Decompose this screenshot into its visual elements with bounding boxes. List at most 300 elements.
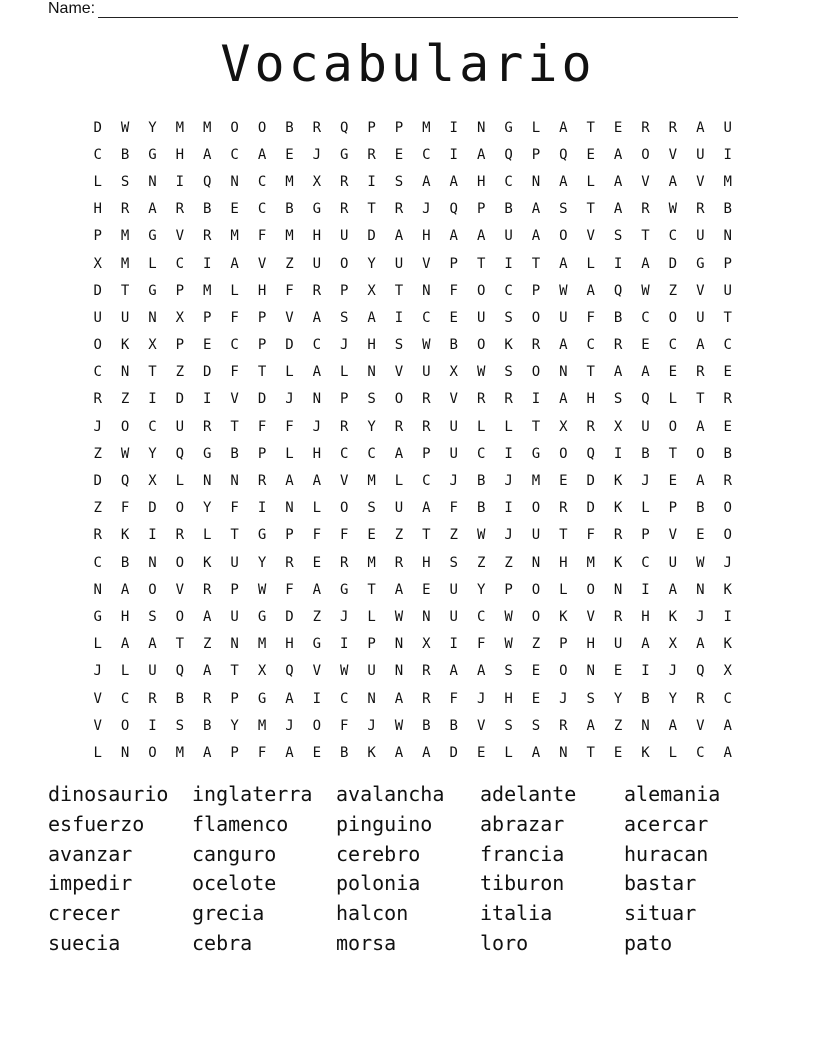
grid-letter: E — [613, 744, 623, 761]
grid-letter: L — [120, 663, 130, 680]
word-bank-item: adelante — [480, 782, 577, 806]
word-bank — [48, 780, 768, 959]
grid-letter: C — [723, 337, 732, 354]
grid-letter: N — [531, 554, 541, 571]
grid-letter: D — [93, 282, 102, 299]
grid-letter: N — [559, 744, 568, 761]
grid-letter: P — [504, 581, 513, 598]
grid-letter: N — [531, 173, 541, 190]
grid-letter: F — [449, 690, 458, 707]
grid-letter: W — [696, 554, 705, 571]
grid-letter: C — [175, 255, 185, 272]
grid-letter: V — [668, 146, 678, 163]
grid-letter: I — [641, 663, 650, 680]
grid-letter: I — [148, 527, 157, 544]
grid-letter: I — [504, 445, 513, 462]
grid-letter: Y — [367, 255, 376, 272]
grid-letter: U — [696, 146, 705, 163]
grid-letter: R — [203, 581, 212, 598]
word-bank-item: canguro — [192, 841, 277, 866]
grid-letter: P — [668, 500, 678, 517]
grid-letter: S — [120, 173, 130, 190]
grid-letter: Y — [257, 554, 267, 571]
grid-letter: R — [394, 554, 404, 571]
grid-letter: K — [559, 608, 568, 625]
grid-letter: M — [175, 119, 185, 136]
grid-letter: V — [586, 228, 595, 245]
grid-letter: N — [230, 173, 239, 190]
grid-letter: P — [339, 391, 349, 408]
grid-letter: A — [230, 255, 239, 272]
grid-letter: J — [504, 473, 513, 490]
grid-letter: J — [449, 473, 458, 490]
grid-letter: V — [93, 717, 102, 734]
grid-letter: G — [148, 146, 157, 163]
grid-letter: V — [230, 391, 239, 408]
grid-letter: T — [422, 527, 431, 544]
grid-letter: R — [668, 119, 678, 136]
grid-letter: O — [148, 581, 157, 598]
word-bank-item: acercar — [624, 811, 709, 836]
grid-letter: B — [641, 690, 650, 707]
grid-letter: W — [120, 119, 130, 136]
grid-letter: H — [476, 173, 486, 190]
grid-letter: R — [696, 364, 705, 381]
grid-letter: P — [367, 119, 376, 136]
grid-letter: V — [93, 690, 102, 707]
grid-letter: L — [203, 527, 212, 544]
grid-letter: P — [230, 581, 239, 598]
grid-letter: R — [175, 201, 185, 218]
grid-letter: C — [257, 173, 267, 190]
grid-letter: Q — [175, 445, 185, 462]
grid-letter: L — [93, 744, 102, 761]
grid-letter: N — [120, 744, 130, 761]
grid-letter: T — [531, 255, 541, 272]
grid-letter: C — [93, 554, 102, 571]
grid-letter: H — [312, 228, 322, 245]
grid-letter: G — [339, 581, 349, 598]
grid-letter: U — [449, 581, 458, 598]
grid-letter: A — [613, 173, 623, 190]
grid-letter: V — [394, 364, 404, 381]
grid-letter: M — [230, 228, 239, 245]
name-label: Name: — [48, 0, 96, 17]
grid-letter: U — [531, 527, 541, 544]
grid-letter: P — [422, 445, 431, 462]
grid-letter: J — [476, 690, 486, 707]
grid-letter: R — [504, 391, 513, 408]
grid-letter: I — [148, 391, 157, 408]
grid-letter: W — [668, 201, 678, 218]
grid-letter: V — [422, 255, 431, 272]
grid-letter: L — [586, 255, 595, 272]
grid-letter: Z — [504, 554, 513, 571]
grid-letter: J — [312, 146, 322, 163]
grid-letter: E — [449, 309, 458, 326]
grid-letter: O — [668, 418, 678, 435]
grid-letter: G — [257, 527, 267, 544]
grid-letter: E — [723, 364, 732, 381]
grid-letter: A — [641, 636, 650, 653]
grid-letter: O — [93, 337, 102, 354]
grid-letter: K — [641, 744, 650, 761]
grid-letter: C — [641, 309, 650, 326]
grid-letter: R — [559, 717, 568, 734]
word-search-grid — [84, 114, 741, 767]
grid-letter: C — [312, 337, 322, 354]
grid-letter: R — [696, 690, 705, 707]
grid-letter: A — [586, 282, 595, 299]
word-bank-item: pato — [624, 930, 673, 955]
grid-letter: S — [613, 391, 623, 408]
grid-letter: A — [641, 255, 650, 272]
grid-letter: I — [723, 608, 732, 625]
grid-letter: X — [559, 418, 568, 435]
grid-letter: D — [285, 337, 294, 354]
grid-letter: U — [559, 309, 568, 326]
grid-letter: O — [696, 445, 705, 462]
grid-letter: H — [422, 228, 431, 245]
grid-letter: C — [668, 337, 678, 354]
grid-letter: B — [476, 473, 486, 490]
grid-letter: L — [504, 744, 513, 761]
grid-letter: S — [148, 608, 157, 625]
grid-letter: U — [339, 228, 349, 245]
grid-letter: I — [613, 445, 623, 462]
grid-letter: R — [723, 473, 732, 490]
grid-letter: T — [230, 527, 239, 544]
grid-letter: R — [203, 690, 212, 707]
grid-letter: V — [175, 581, 185, 598]
grid-letter: B — [723, 201, 732, 218]
grid-letter: J — [312, 418, 322, 435]
grid-letter: I — [449, 146, 458, 163]
grid-letter: L — [476, 418, 486, 435]
grid-letter: F — [586, 309, 595, 326]
grid-letter: L — [394, 473, 404, 490]
grid-letter: A — [285, 473, 294, 490]
grid-letter: A — [531, 201, 541, 218]
grid-letter: Y — [230, 717, 239, 734]
grid-letter: S — [367, 391, 376, 408]
grid-letter: F — [312, 527, 322, 544]
grid-letter: A — [559, 173, 568, 190]
grid-letter: L — [641, 500, 650, 517]
grid-letter: U — [696, 309, 705, 326]
grid-letter: F — [476, 636, 486, 653]
grid-letter: B — [285, 201, 294, 218]
word-bank-item: esfuerzo — [48, 811, 145, 836]
grid-letter: C — [257, 201, 267, 218]
grid-letter: E — [723, 418, 732, 435]
grid-letter: L — [93, 636, 102, 653]
grid-letter: J — [93, 418, 102, 435]
grid-letter: C — [422, 473, 431, 490]
grid-letter: D — [586, 500, 595, 517]
grid-letter: U — [613, 636, 623, 653]
grid-letter: O — [559, 445, 568, 462]
grid-letter: Q — [339, 119, 349, 136]
grid-letter: K — [613, 554, 623, 571]
grid-letter: E — [476, 744, 486, 761]
grid-letter: D — [449, 744, 458, 761]
grid-letter: G — [339, 146, 349, 163]
grid-letter: P — [641, 527, 650, 544]
grid-letter: R — [641, 201, 650, 218]
grid-letter: O — [148, 744, 157, 761]
grid-letter: A — [723, 744, 732, 761]
grid-letter: D — [93, 473, 102, 490]
grid-letter: R — [531, 337, 541, 354]
grid-letter: X — [148, 337, 157, 354]
grid-letter: M — [203, 282, 212, 299]
grid-letter: J — [367, 717, 376, 734]
grid-letter: A — [257, 146, 267, 163]
word-bank-item: dinosaurio — [48, 782, 169, 806]
grid-letter: W — [476, 364, 486, 381]
grid-letter: T — [257, 364, 267, 381]
grid-letter: R — [641, 119, 650, 136]
grid-letter: S — [613, 228, 623, 245]
grid-letter: I — [367, 173, 376, 190]
grid-letter: A — [696, 636, 705, 653]
grid-letter: A — [613, 364, 623, 381]
grid-letter: U — [641, 418, 650, 435]
grid-letter: F — [230, 309, 239, 326]
grid-letter: Q — [504, 146, 513, 163]
grid-letter: R — [339, 173, 349, 190]
grid-letter: K — [723, 636, 732, 653]
word-bank-item: huracan — [624, 841, 709, 866]
word-bank-item: tiburon — [480, 871, 565, 896]
word-bank-item: situar — [624, 901, 697, 926]
grid-letter: O — [175, 554, 185, 571]
grid-letter: B — [449, 717, 458, 734]
grid-letter: B — [230, 445, 239, 462]
grid-letter: S — [449, 554, 458, 571]
grid-letter: T — [394, 282, 404, 299]
grid-letter: P — [723, 255, 732, 272]
grid-letter: T — [559, 527, 568, 544]
grid-letter: I — [312, 690, 322, 707]
grid-letter: R — [613, 608, 623, 625]
grid-letter: S — [531, 717, 541, 734]
grid-letter: H — [257, 282, 267, 299]
grid-letter: J — [339, 608, 349, 625]
grid-letter: Y — [203, 500, 212, 517]
grid-letter: F — [257, 418, 267, 435]
grid-letter: R — [148, 690, 157, 707]
grid-letter: F — [449, 500, 458, 517]
grid-letter: A — [449, 228, 458, 245]
grid-letter: C — [641, 554, 650, 571]
grid-letter: C — [422, 146, 431, 163]
grid-letter: A — [203, 744, 212, 761]
grid-letter: B — [203, 201, 212, 218]
grid-letter: B — [613, 309, 623, 326]
grid-letter: O — [559, 228, 568, 245]
grid-letter: W — [394, 717, 404, 734]
grid-letter: H — [504, 690, 513, 707]
grid-letter: O — [120, 418, 130, 435]
grid-letter: A — [120, 636, 130, 653]
grid-letter: L — [285, 364, 294, 381]
grid-letter: D — [148, 500, 157, 517]
grid-letter: A — [394, 228, 404, 245]
grid-letter: W — [339, 663, 349, 680]
grid-letter: R — [120, 201, 130, 218]
grid-letter: A — [696, 119, 705, 136]
grid-letter: Q — [449, 201, 458, 218]
grid-letter: I — [641, 581, 650, 598]
grid-letter: V — [449, 391, 458, 408]
grid-letter: Q — [285, 663, 294, 680]
grid-letter: C — [476, 445, 486, 462]
word-bank-item: cebra — [192, 930, 253, 955]
grid-letter: P — [367, 636, 376, 653]
grid-letter: Y — [668, 690, 678, 707]
grid-letter: U — [696, 228, 705, 245]
word-bank-item: flamenco — [192, 811, 289, 836]
grid-letter: O — [230, 119, 239, 136]
grid-letter: R — [476, 391, 486, 408]
grid-letter: J — [668, 663, 678, 680]
grid-letter: G — [312, 201, 322, 218]
grid-letter: E — [367, 527, 376, 544]
grid-letter: F — [257, 228, 267, 245]
grid-letter: P — [394, 119, 404, 136]
grid-letter: Q — [696, 663, 705, 680]
grid-letter: I — [449, 636, 458, 653]
grid-letter: K — [668, 608, 678, 625]
grid-letter: L — [230, 282, 239, 299]
grid-letter: V — [696, 282, 705, 299]
grid-letter: N — [641, 717, 650, 734]
grid-letter: U — [312, 255, 322, 272]
grid-letter: T — [531, 418, 541, 435]
grid-letter: W — [394, 608, 404, 625]
grid-letter: W — [422, 337, 431, 354]
grid-letter: R — [312, 282, 322, 299]
grid-letter: N — [559, 364, 568, 381]
grid-letter: R — [285, 554, 294, 571]
grid-letter: D — [668, 255, 678, 272]
grid-letter: O — [339, 500, 349, 517]
grid-letter: X — [148, 473, 157, 490]
grid-letter: T — [586, 119, 595, 136]
grid-letter: D — [93, 119, 102, 136]
grid-letter: S — [559, 201, 568, 218]
grid-letter: H — [312, 445, 322, 462]
grid-letter: A — [696, 473, 705, 490]
grid-letter: D — [586, 473, 595, 490]
grid-letter: G — [531, 445, 541, 462]
word-bank-item: ocelote — [192, 871, 277, 896]
grid-letter: E — [668, 364, 678, 381]
grid-letter: S — [394, 337, 404, 354]
grid-letter: R — [203, 228, 212, 245]
grid-letter: R — [93, 391, 102, 408]
grid-letter: I — [449, 119, 458, 136]
grid-letter: L — [668, 391, 678, 408]
word-bank-item: avalancha — [336, 782, 445, 806]
grid-letter: U — [504, 228, 513, 245]
grid-letter: N — [120, 364, 130, 381]
grid-letter: A — [696, 337, 705, 354]
grid-letter: O — [668, 309, 678, 326]
grid-letter: L — [531, 119, 541, 136]
grid-letter: V — [586, 608, 595, 625]
grid-letter: E — [613, 663, 623, 680]
grid-letter: R — [203, 418, 212, 435]
grid-letter: C — [668, 228, 678, 245]
grid-letter: U — [668, 554, 678, 571]
grid-letter: L — [668, 744, 678, 761]
grid-letter: U — [723, 282, 732, 299]
grid-letter: H — [422, 554, 431, 571]
grid-letter: H — [559, 554, 568, 571]
grid-letter: G — [257, 690, 267, 707]
grid-letter: A — [586, 717, 595, 734]
grid-letter: A — [696, 418, 705, 435]
word-bank-item: morsa — [336, 930, 397, 955]
grid-letter: G — [148, 282, 157, 299]
grid-letter: A — [668, 717, 678, 734]
grid-letter: S — [586, 690, 595, 707]
grid-letter: E — [285, 146, 294, 163]
word-bank-item: francia — [480, 841, 565, 866]
grid-letter: O — [723, 500, 732, 517]
grid-letter: P — [203, 309, 212, 326]
grid-letter: C — [230, 337, 239, 354]
grid-letter: B — [476, 500, 486, 517]
grid-letter: A — [394, 581, 404, 598]
grid-letter: I — [148, 717, 157, 734]
grid-letter: A — [312, 364, 322, 381]
grid-letter: B — [203, 717, 212, 734]
grid-letter: D — [203, 364, 212, 381]
grid-letter: B — [285, 119, 294, 136]
grid-letter: E — [531, 690, 541, 707]
grid-letter: P — [230, 744, 239, 761]
grid-letter: X — [312, 173, 322, 190]
grid-letter: Z — [312, 608, 322, 625]
grid-letter: X — [449, 364, 458, 381]
grid-letter: S — [175, 717, 185, 734]
grid-letter: C — [476, 608, 486, 625]
grid-letter: F — [339, 717, 349, 734]
grid-letter: S — [504, 364, 513, 381]
grid-letter: K — [203, 554, 212, 571]
grid-letter: R — [339, 554, 349, 571]
grid-letter: B — [723, 445, 732, 462]
grid-letter: D — [257, 391, 267, 408]
name-underline — [98, 3, 738, 18]
grid-letter: Z — [668, 282, 678, 299]
grid-letter: O — [641, 146, 650, 163]
grid-letter: E — [312, 744, 322, 761]
grid-letter: N — [394, 636, 404, 653]
grid-letter: F — [230, 500, 239, 517]
grid-letter: Q — [203, 173, 212, 190]
grid-letter: C — [723, 690, 732, 707]
grid-letter: Q — [120, 473, 130, 490]
grid-letter: R — [175, 527, 185, 544]
grid-letter: M — [257, 636, 267, 653]
grid-letter: I — [203, 255, 212, 272]
grid-letter: R — [559, 500, 568, 517]
